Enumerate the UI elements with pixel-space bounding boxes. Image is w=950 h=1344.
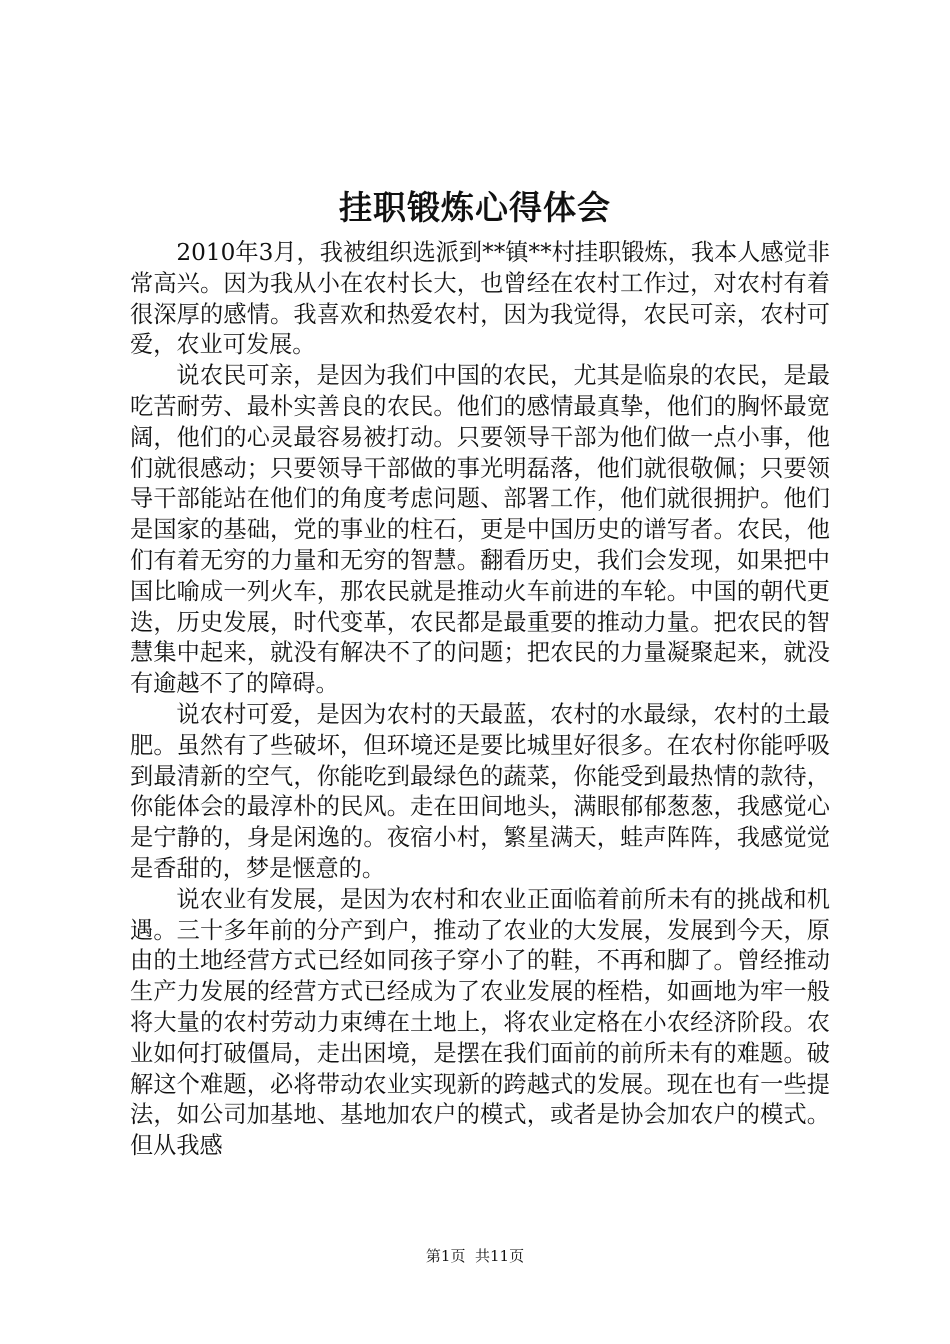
paragraph-1: 2010年3月，我被组织选派到**镇**村挂职锻炼，我本人感觉非常高兴。因为我从小在农村长大，也曾经在农村工作过，对农村有着很深厚的感情。我喜欢和热爱农村，因为我觉得，农民可亲，农村可爱，农业可发展。 bbox=[130, 239, 830, 359]
paragraph-2: 说农民可亲，是因为我们中国的农民，尤其是临泉的农民，是最吃苦耐劳、最朴实善良的农民。他们的感情最真挚，他们的胸怀最宽阔，他们的心灵最容易被打动。只要领导干部为他们做一点小事，他们就很感动；只要领导干部做的事光明磊落，他们就很敬佩；只要领导干部能站在他们的角度考虑问题、部署工作，他们就很拥护。他们是国家的基础，党的事业的柱石，更是中国历史的谱写者。农民，他们有着无穷的力量和无穷的智慧。翻看历史，我们会发现，如果把中国比喻成一列火车，那农民就是推动火车前进的车轮。中国的朝代更迭，历史发展，时代变革，农民都是最重要的推动力量。把农民的智慧集中起来，就没有解决不了的问题；把农民的力量凝聚起来，就没有逾越不了的障碍。 bbox=[130, 362, 830, 698]
paragraph-4: 说农业有发展，是因为农村和农业正面临着前所未有的挑战和机遇。三十多年前的分产到户，推动了农业的大发展，发展到今天，原由的土地经营方式已经如同孩子穿小了的鞋，不再和脚了。曾经推动生产力发展的经营方式已经成为了农业发展的桎梏，如画地为牢一般将大量的农村劳动力束缚在土地上，将农业定格在小农经济阶段。农业如何打破僵局，走出困境，是摆在我们面前的前所未有的难题。破解这个难题，必将带动农业实现新的跨越式的发展。现在也有一些提法，如公司加基地、基地加农户的模式，或者是协会加农户的模式。但从我感 bbox=[130, 885, 830, 1160]
paragraph-3: 说农村可爱，是因为农村的天最蓝，农村的水最绿，农村的土最肥。虽然有了些破坏，但环境还是要比城里好很多。在农村你能呼吸到最清新的空气，你能吃到最绿色的蔬菜，你能受到最热情的款待，你能体会的最淳朴的民风。走在田间地头，满眼郁郁葱葱，我感觉心是宁静的，身是闲逸的。夜宿小村，繁星满天，蛙声阵阵，我感觉觉是香甜的，梦是惬意的。 bbox=[130, 700, 830, 882]
document-title: 挂职锻炼心得体会 bbox=[339, 188, 611, 227]
page-number: 第1页 bbox=[425, 1247, 466, 1265]
document-body bbox=[130, 238, 830, 1162]
footer-spacer bbox=[465, 1247, 475, 1265]
page-footer bbox=[0, 1246, 950, 1266]
page-total: 共11页 bbox=[475, 1247, 525, 1265]
